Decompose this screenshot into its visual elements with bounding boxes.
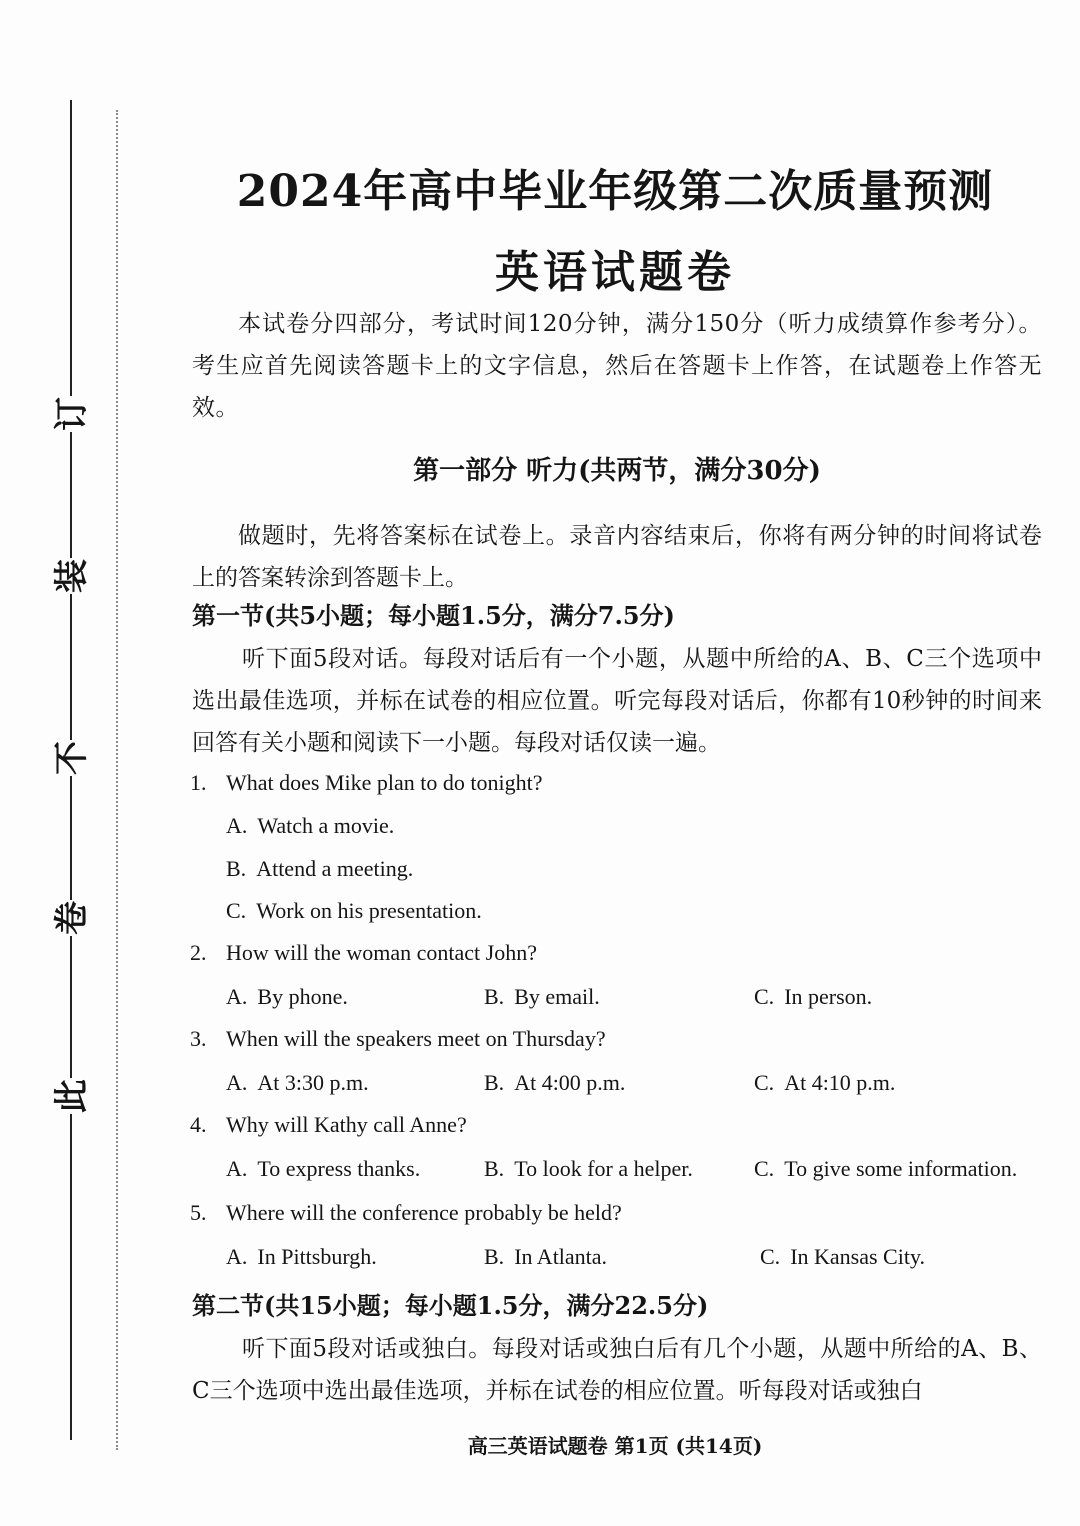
question-number: 5. [190,1200,207,1225]
question-text: When will the speakers meet on Thursday? [226,1026,606,1051]
option-letter: B. [484,1244,505,1269]
question-number: 4. [190,1112,207,1137]
option-letter: A. [226,1070,248,1095]
seal-char-bu: 不 [52,741,92,775]
section1-instructions: 听下面5段对话。每段对话后有一个小题，从题中所给的A、B、C三个选项中选出最佳选项，并标在试卷的相应位置。听完每段对话后，你都有10秒钟的时间来回答有关小题和阅读下一小题。每段对话仅读一遍。 [192,646,1042,756]
question-number: 2. [190,940,207,965]
option-letter: A. [226,1244,248,1269]
question-number: 1. [190,770,207,795]
question-number: 3. [190,1026,207,1051]
option-1c [226,898,482,924]
question-3 [190,1026,606,1052]
option-letter: C. [226,898,247,923]
option-letter: A. [226,813,248,838]
seal-char-ci: 此 [52,1079,92,1113]
option-letter: C. [754,1070,775,1095]
option-2a [226,984,348,1010]
question-text: How will the woman contact John? [226,940,537,965]
question-5 [190,1200,622,1226]
option-letter: B. [484,1156,505,1181]
option-text: At 3:30 p.m. [257,1070,369,1095]
option-letter: B. [226,856,247,881]
seal-char-juan: 卷 [52,901,92,935]
option-2b [484,984,600,1010]
option-3c [754,1070,895,1096]
question-text: What does Mike plan to do tonight? [226,770,543,795]
option-text: Work on his presentation. [256,898,482,923]
intro-paragraph: 本试卷分四部分，考试时间120分钟，满分150分（听力成绩算作参考分）。考生应首先阅读答题卡上的文字信息，然后在答题卡上作答，在试题卷上作答无效。 [192,311,1042,421]
part1-note: 做题时，先将答案标在试卷上。录音内容结束后，你将有两分钟的时间将试卷上的答案转涂到答题卡上。 [192,523,1042,591]
option-3a [226,1070,369,1096]
option-text: To express thanks. [257,1156,421,1181]
section2-title: 第二节(共15小题；每小题1.5分，满分22.5分) [192,1291,709,1320]
option-text: Attend a meeting. [256,856,414,881]
option-letter: C. [760,1244,781,1269]
option-letter: A. [226,984,248,1009]
exam-subtitle: 英语试题卷 [495,247,735,298]
option-2c [754,984,872,1010]
option-text: To give some information. [784,1156,1018,1181]
question-text: Where will the conference probably be held? [226,1200,622,1225]
option-text: In Pittsburgh. [257,1244,377,1269]
option-5c [760,1244,925,1270]
seal-char-ding: 订 [52,397,92,431]
option-text: In person. [784,984,873,1009]
option-text: At 4:10 p.m. [784,1070,896,1095]
page-footer: 高三英语试题卷 第1页 (共14页) [467,1434,763,1458]
option-4a [226,1156,420,1182]
option-letter: A. [226,1156,248,1181]
dotted-cut-line [116,110,118,1450]
option-3b [484,1070,625,1096]
option-text: By email. [514,984,600,1009]
option-text: Watch a movie. [257,813,395,838]
option-letter: C. [754,1156,775,1181]
option-letter: B. [484,1070,505,1095]
exam-title: 2024年高中毕业年级第二次质量预测 [236,166,994,217]
option-text: In Atlanta. [514,1244,608,1269]
option-text: To look for a helper. [514,1156,693,1181]
question-4 [190,1112,467,1138]
question-2 [190,940,537,966]
section1-title: 第一节(共5小题；每小题1.5分，满分7.5分) [192,601,675,630]
section2-instructions: 听下面5段对话或独白。每段对话或独白后有几个小题，从题中所给的A、B、C三个选项中选出最佳选项，并标在试卷的相应位置。听每段对话或独白 [192,1336,1042,1404]
seal-char-zhuang: 装 [52,559,92,593]
question-1 [190,770,543,796]
question-text: Why will Kathy call Anne? [226,1112,467,1137]
option-1a [226,813,394,839]
option-text: At 4:00 p.m. [514,1070,626,1095]
option-letter: B. [484,984,505,1009]
option-5b [484,1244,607,1270]
option-text: In Kansas City. [790,1244,926,1269]
option-text: By phone. [257,984,348,1009]
option-4b [484,1156,693,1182]
option-4c [754,1156,1017,1182]
part1-title: 第一部分 听力(共两节，满分30分) [413,456,821,486]
option-5a [226,1244,377,1270]
option-letter: C. [754,984,775,1009]
option-1b [226,856,413,882]
